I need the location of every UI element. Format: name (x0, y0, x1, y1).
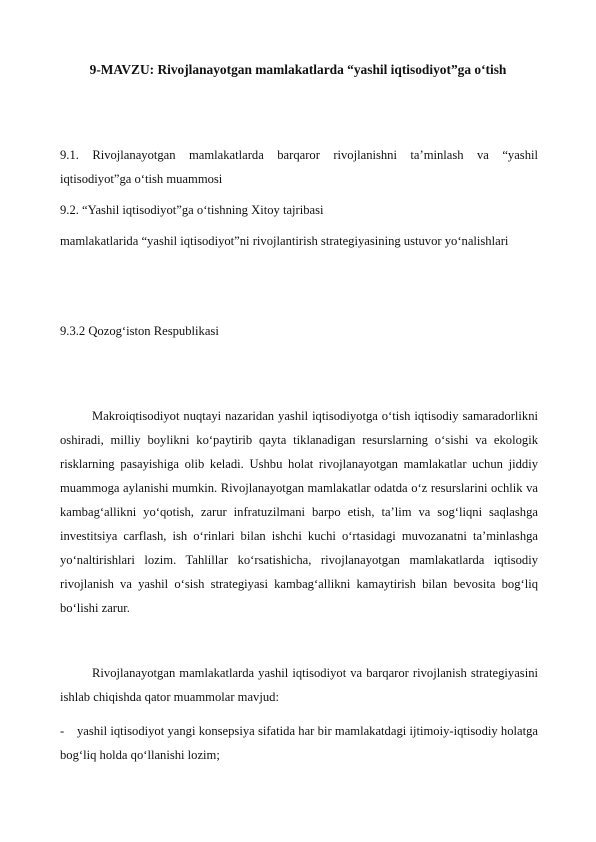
toc-item-strategy: mamlakatlarida “yashil iqtisodiyot”ni rivojlantirish strategiyasining ustuvor yo‘nalishlari (60, 234, 509, 248)
toc-item-9-1: 9.1. Rivojlanayotgan mamlakatlarda barqaror rivojlanishni ta’minlash va “yashil iqtisodiyot”ga o‘tish muammosi (60, 148, 538, 186)
bullet-marker: - (60, 724, 65, 738)
body-paragraph-2: Rivojlanayotgan mamlakatlarda yashil iqtisodiyot va barqaror rivojlanish strategiyasini ishlab chiqishda qator muammolar mavjud: (60, 666, 538, 704)
bullet-text: yashil iqtisodiyot yangi konsepsiya sifatida har bir mamlakatdagi ijtimoiy-iqtisodiy holatga bog‘liq holda qo‘llanishi lozim; (60, 724, 538, 762)
body-paragraph-1: Makroiqtisodiyot nuqtayi nazaridan yashil iqtisodiyotga o‘tish iqtisodiy samaradorlikni oshiradi, milliy boylikni ko‘paytirib qayta tiklanadigan resurslarning o‘sishi va ekologik risklarning pasayishiga olib keladi. Ushbu holat rivojlanayotgan mamlakatlar uchun jiddiy muammoga aylanishi mumkin. Rivojlanayotgan mamlakatlar odatda o‘z resurslarini ochlik va kambag‘allikni yo‘qotish, zarur infratuzilmani barpo etish, ta’lim va sog‘liqni saqlashga investitsiya carflash, ish o‘rinlari bilan ishchi kuchi o‘rtasidagi muvozanatni ta’minlashga yo‘naltirishlari lozim. Tahlillar ko‘rsatishicha, rivojlanayotgan mamlakatlarda iqtisodiy rivojlanish va yashil o‘sish strategiyasi kambag‘allikni kamaytirish bilan bevosita bog‘liq bo‘lishi zarur. (60, 409, 538, 615)
toc-item-9-3-2: 9.3.2 Qozog‘iston Respublikasi (60, 324, 219, 338)
list-item (60, 719, 538, 767)
toc-item-9-2: 9.2. “Yashil iqtisodiyot”ga o‘tishning Xitoy tajribasi (60, 203, 324, 217)
page-title: 9-MAVZU: Rivojlanayotgan mamlakatlarda “yashil iqtisodiyot”ga o‘tish (89, 62, 507, 77)
